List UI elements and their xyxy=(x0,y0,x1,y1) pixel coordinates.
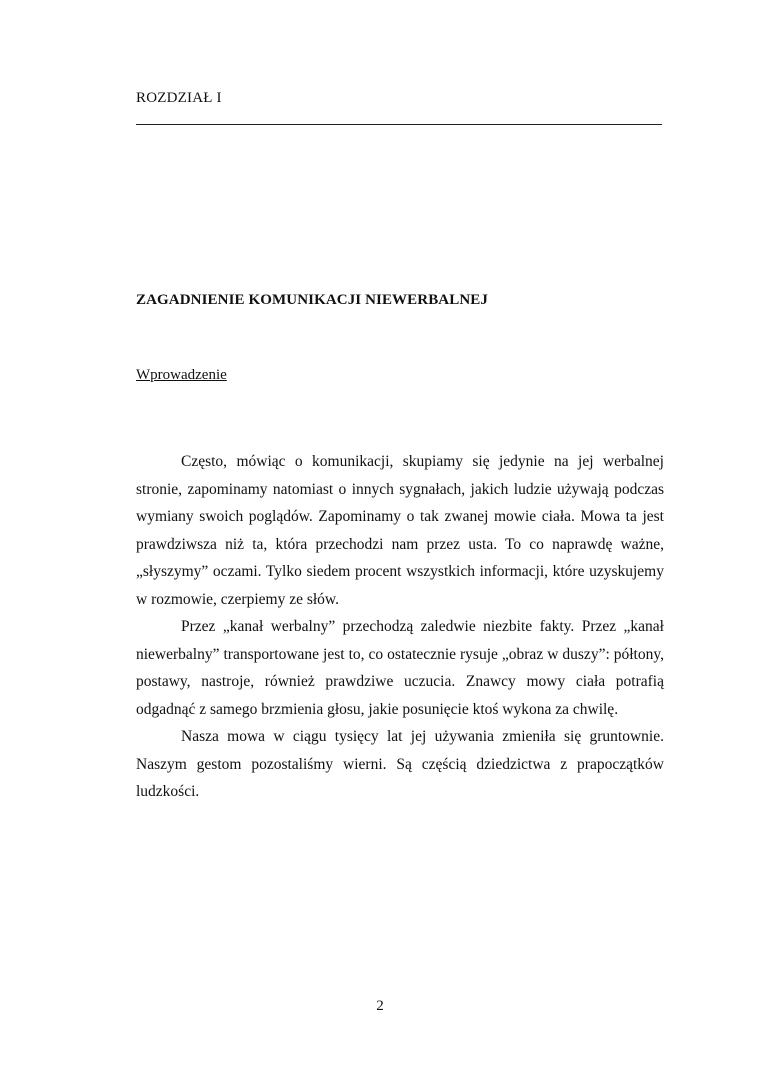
chapter-title: ZAGADNIENIE KOMUNIKACJI NIEWERBALNEJ xyxy=(136,292,488,308)
section-title: Wprowadzenie xyxy=(136,367,227,383)
header-divider xyxy=(136,124,662,125)
paragraph-1: Często, mówiąc o komunikacji, skupiamy się jedynie na jej werbalnej stronie, zapominamy natomiast o innych sygnałach, jakich ludzie używają podczas wymiany swoich poglądów. Zapominamy o tak zwanej mowie ciała. Mowa ta jest prawdziwsza niż ta, która przechodzi nam przez usta. To co naprawdę ważne, „słyszymy” oczami. Tylko siedem procent wszystkich informacji, które uzyskujemy w rozmowie, czerpiemy ze słów. xyxy=(136,453,664,608)
running-header: ROZDZIAŁ I xyxy=(136,90,222,106)
paragraph-3: Nasza mowa w ciągu tysięcy lat jej używania zmieniła się gruntownie. Naszym gestom pozostaliśmy wierni. Są częścią dziedzictwa z prapoczątków ludzkości. xyxy=(136,728,664,800)
page-number: 2 xyxy=(376,998,384,1014)
body-text xyxy=(136,448,664,806)
paragraph-2: Przez „kanał werbalny” przechodzą zaledwie niezbite fakty. Przez „kanał niewerbalny” transportowane jest to, co ostatecznie rysuje „obraz w duszy”: półtony, postawy, nastroje, również prawdziwe uczucia. Znawcy mowy ciała potrafią odgadnąć z samego brzmienia głosu, jakie posunięcie ktoś wykona za chwilę. xyxy=(136,618,664,718)
